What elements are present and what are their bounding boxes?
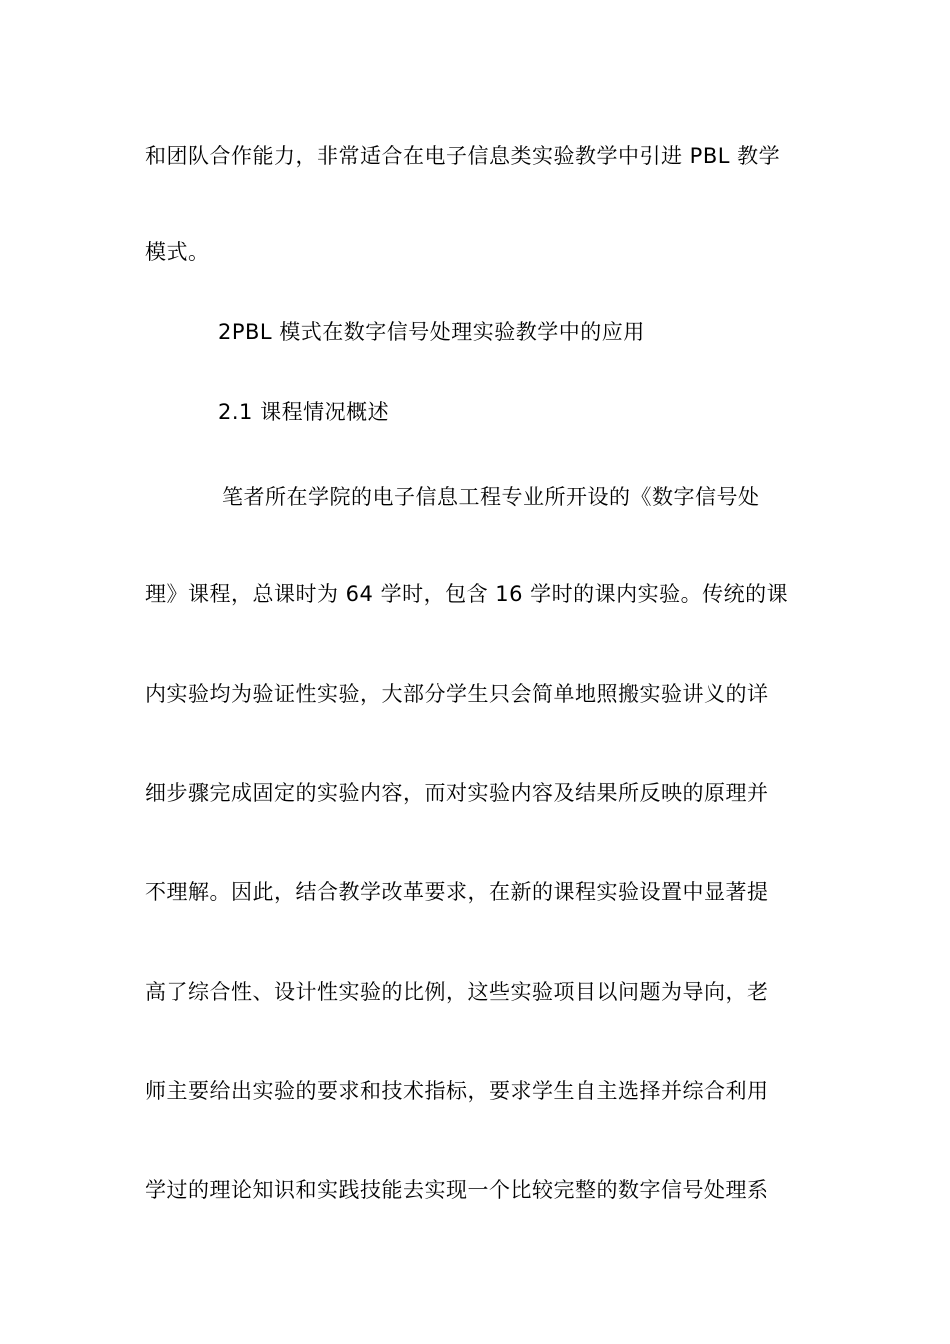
paragraph-line: 不理解。因此，结合教学改革要求，在新的课程实验设置中显著提 xyxy=(145,880,769,904)
section-heading: 2PBL 模式在数字信号处理实验教学中的应用 xyxy=(218,320,645,344)
paragraph-line: 和团队合作能力，非常适合在电子信息类实验教学中引进 PBL 教学 xyxy=(145,144,781,168)
subsection-heading: 2.1 课程情况概述 xyxy=(218,400,390,424)
paragraph-line: 内实验均为验证性实验，大部分学生只会简单地照搬实验讲义的详 xyxy=(145,682,769,706)
paragraph-line: 理》课程，总课时为 64 学时，包含 16 学时的课内实验。传统的课 xyxy=(145,582,789,606)
paragraph-line: 笔者所在学院的电子信息工程专业所开设的《数字信号处 xyxy=(222,485,760,509)
paragraph-line: 细步骤完成固定的实验内容，而对实验内容及结果所反映的原理并 xyxy=(145,781,769,805)
paragraph-line: 模式。 xyxy=(145,240,210,264)
paragraph-line: 高了综合性、设计性实验的比例，这些实验项目以问题为导向，老 xyxy=(145,980,769,1004)
paragraph-line: 师主要给出实验的要求和技术指标，要求学生自主选择并综合利用 xyxy=(145,1079,769,1103)
paragraph-line: 学过的理论知识和实践技能去实现一个比较完整的数字信号处理系 xyxy=(145,1178,769,1202)
